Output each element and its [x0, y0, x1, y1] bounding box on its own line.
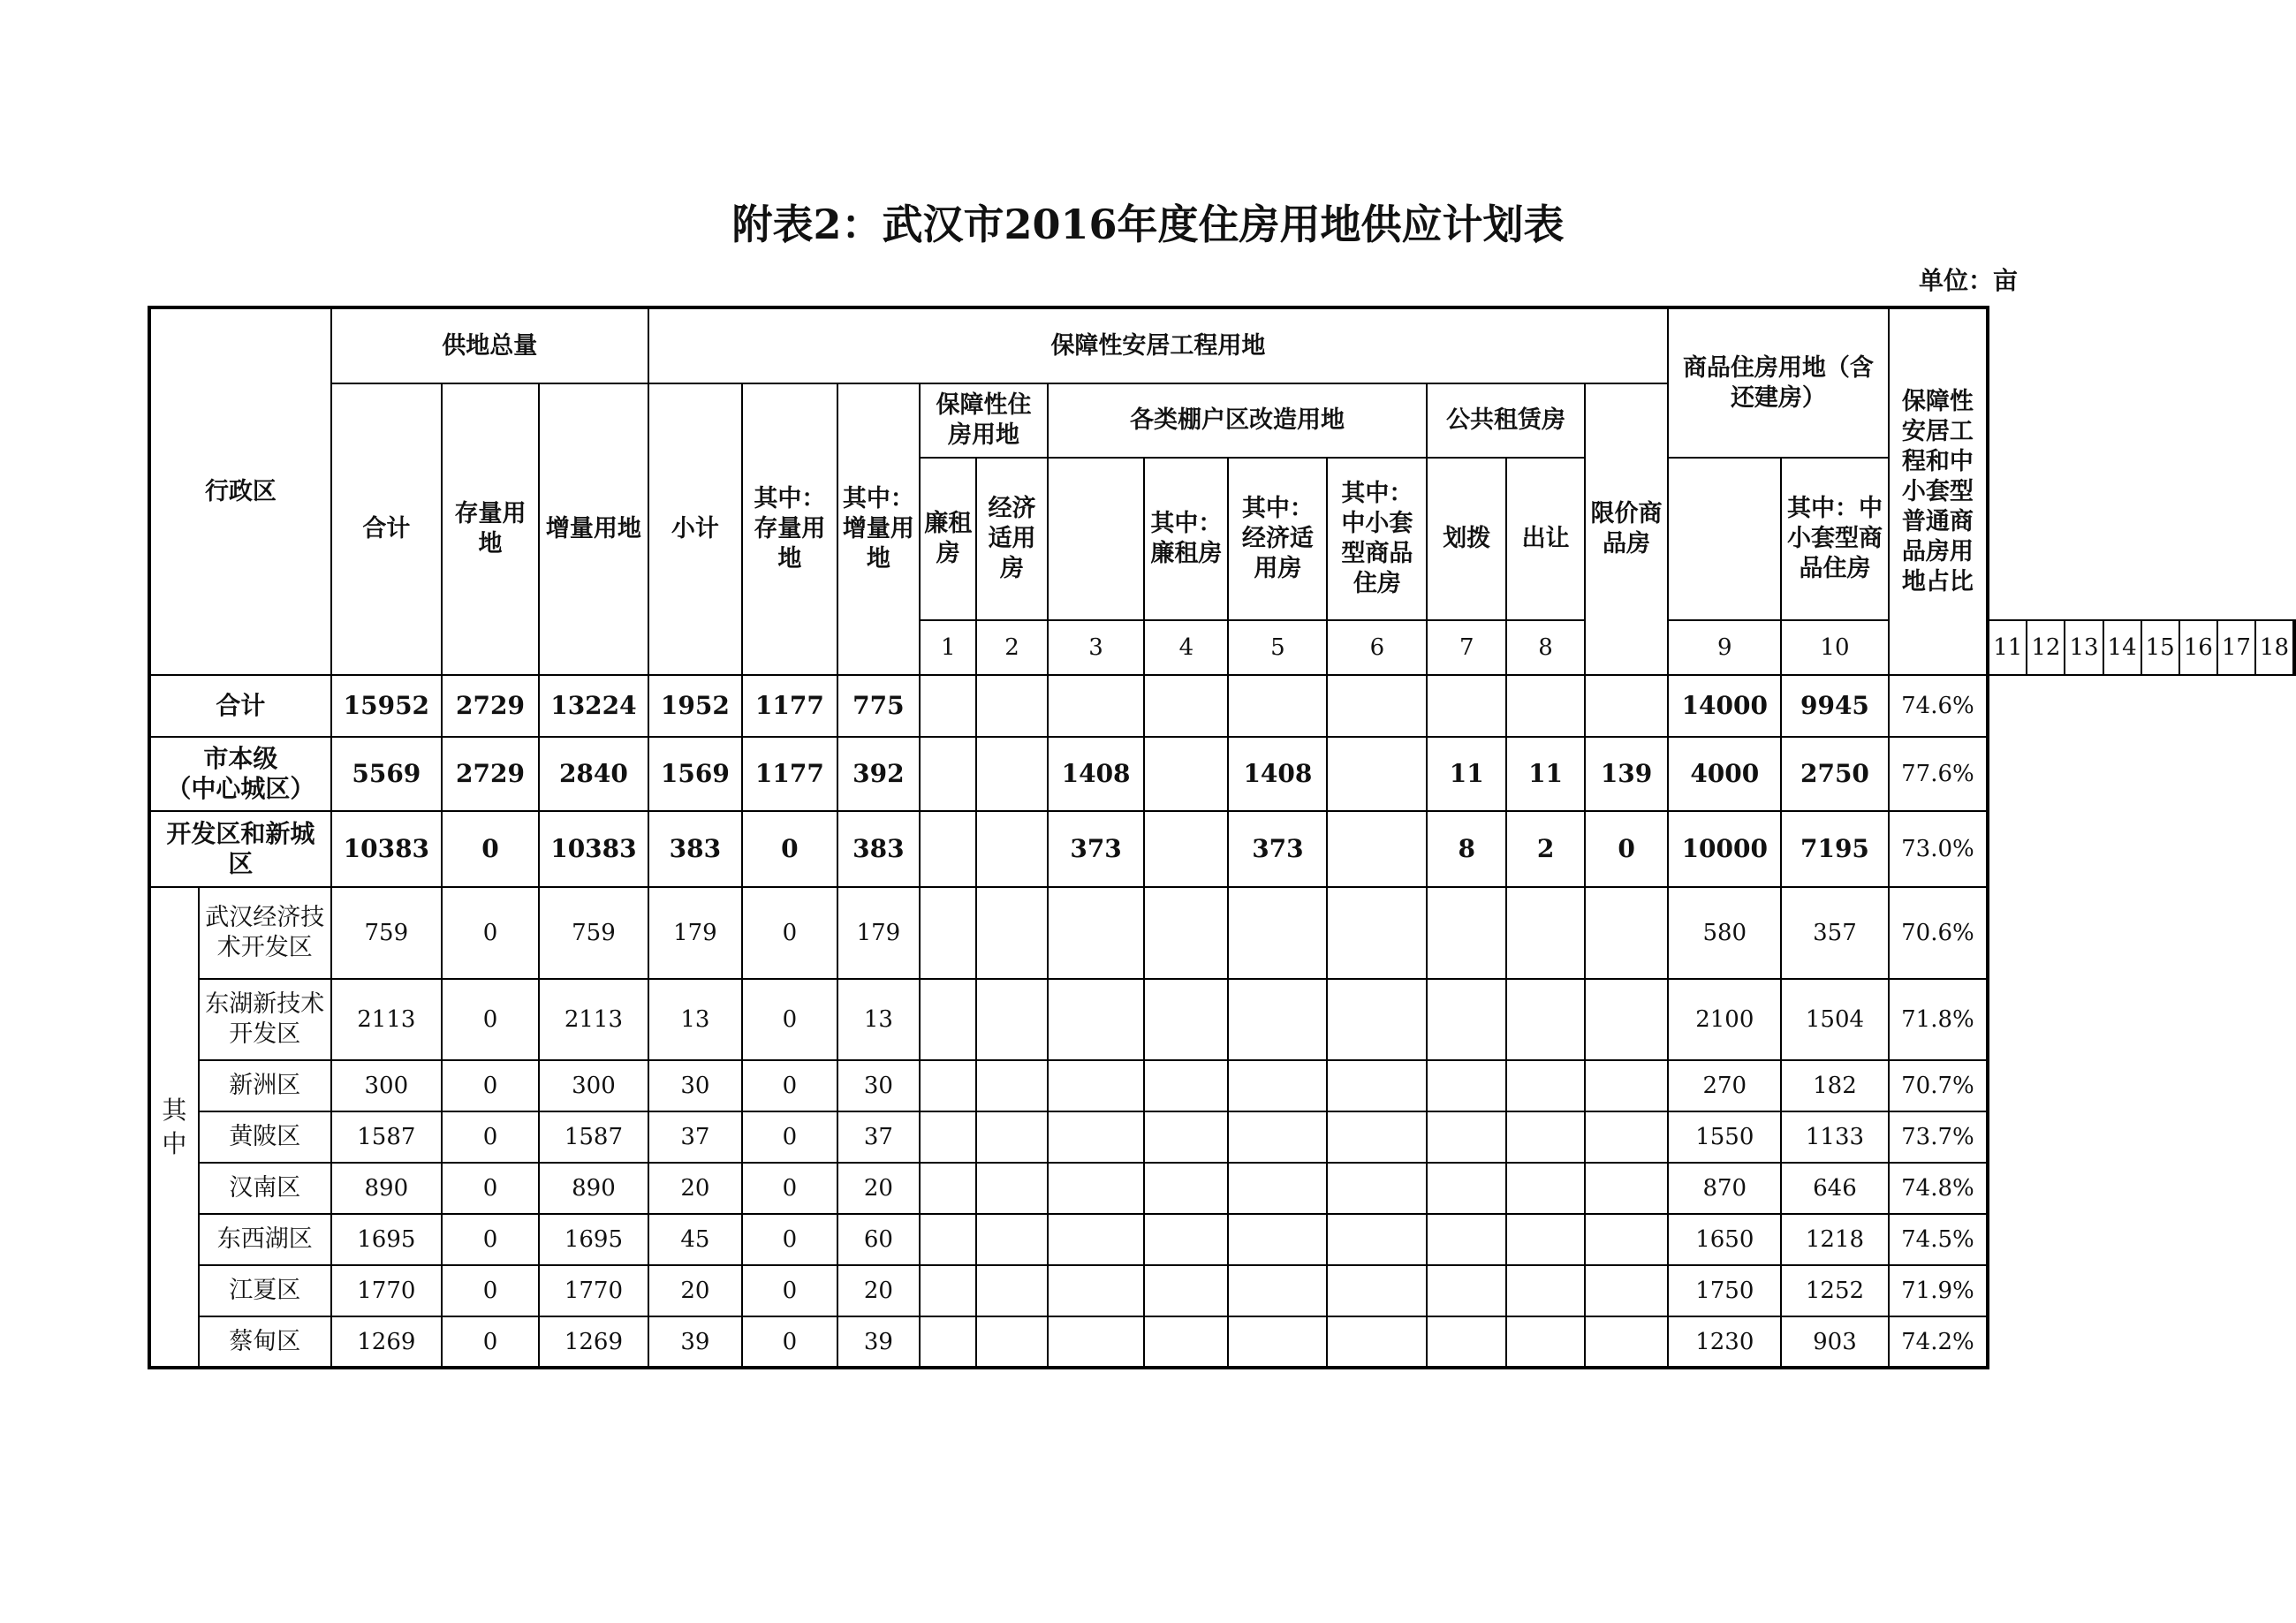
table-cell: [1506, 1163, 1585, 1214]
table-cell: 0: [742, 1060, 837, 1111]
table-cell: 70.6%: [1889, 887, 1989, 979]
table-cell: 0: [742, 1214, 837, 1265]
table-cell: 74.5%: [1889, 1214, 1989, 1265]
header-shanty-total: [1048, 458, 1145, 620]
table-cell: [920, 811, 976, 887]
row-label: 开发区和新城区: [149, 811, 331, 887]
table-cell: 74.8%: [1889, 1163, 1989, 1214]
table-cell: 0: [442, 1060, 539, 1111]
table-cell: 1550: [1668, 1111, 1781, 1163]
header-of-small-commercial: 其中：中小套型商品住房: [1327, 458, 1427, 620]
table-cell: 179: [837, 887, 921, 979]
table-cell: [1228, 1111, 1327, 1163]
table-cell: 20: [648, 1163, 743, 1214]
table-cell: [1327, 675, 1427, 737]
col-number: 17: [2217, 620, 2255, 675]
table-cell: [1048, 1060, 1145, 1111]
col-number: 10: [1781, 620, 1888, 675]
table-cell: 13224: [539, 675, 648, 737]
table-cell: [1585, 887, 1668, 979]
table-cell: 2100: [1668, 979, 1781, 1060]
table-cell: 8: [1427, 811, 1506, 887]
table-cell: [976, 675, 1047, 737]
table-cell: 179: [648, 887, 743, 979]
table-cell: 1408: [1228, 737, 1327, 811]
table-cell: 0: [742, 887, 837, 979]
table-cell: [1327, 1111, 1427, 1163]
col-number: 9: [1668, 620, 1781, 675]
row-label-line: （中心城区）: [166, 774, 315, 803]
table-cell: 77.6%: [1889, 737, 1989, 811]
table-cell: 357: [1781, 887, 1888, 979]
table-row: [149, 1316, 2294, 1368]
header-district: 行政区: [149, 307, 331, 675]
table-cell: [1585, 675, 1668, 737]
table-cell: 1252: [1781, 1265, 1888, 1316]
table-cell: [976, 811, 1047, 887]
supply-plan-table: [148, 306, 2296, 1369]
header-transfer: 出让: [1506, 458, 1585, 620]
table-cell: 0: [742, 1316, 837, 1368]
table-cell: 20: [648, 1265, 743, 1316]
table-cell: [1144, 1214, 1228, 1265]
header-subtotal: 小计: [648, 383, 743, 675]
table-cell: [1048, 1111, 1145, 1163]
header-security-housing: 保障性住房用地: [920, 383, 1048, 458]
col-number: 1: [920, 620, 976, 675]
table-cell: 0: [442, 811, 539, 887]
table-cell: 15952: [331, 675, 442, 737]
table-cell: 37: [837, 1111, 921, 1163]
row-label: 东西湖区: [199, 1214, 331, 1265]
table-cell: [1048, 1214, 1145, 1265]
table-cell: 71.8%: [1889, 979, 1989, 1060]
table-cell: [1144, 1111, 1228, 1163]
table-cell: 1408: [1048, 737, 1145, 811]
table-cell: [1506, 887, 1585, 979]
table-cell: 759: [539, 887, 648, 979]
table-cell: [1048, 675, 1145, 737]
table-cell: [1228, 1265, 1327, 1316]
table-cell: 182: [1781, 1060, 1888, 1111]
table-cell: [920, 887, 976, 979]
table-cell: [976, 887, 1047, 979]
table-row: [149, 675, 2294, 737]
col-number: 7: [1427, 620, 1506, 675]
table-cell: 4000: [1668, 737, 1781, 811]
table-cell: 139: [1585, 737, 1668, 811]
table-cell: [1585, 1214, 1668, 1265]
table-row: [149, 1111, 2294, 1163]
col-number: 15: [2141, 620, 2179, 675]
row-label: 黄陂区: [199, 1111, 331, 1163]
table-cell: 646: [1781, 1163, 1888, 1214]
table-row: [149, 1265, 2294, 1316]
table-cell: 1177: [742, 675, 837, 737]
row-label-line: 市本级: [203, 744, 278, 773]
table-cell: [920, 979, 976, 1060]
table-cell: [1327, 1214, 1427, 1265]
table-cell: 13: [648, 979, 743, 1060]
header-commercial-total: [1668, 458, 1781, 620]
table-cell: 890: [331, 1163, 442, 1214]
table-cell: [1144, 887, 1228, 979]
table-row: [149, 811, 2294, 887]
table-cell: 45: [648, 1214, 743, 1265]
table-cell: 373: [1048, 811, 1145, 887]
header-of-stock: 其中：存量用地: [742, 383, 837, 675]
table-row: [149, 1214, 2294, 1265]
row-label: 东湖新技术开发区: [199, 979, 331, 1060]
header-shanty: 各类棚户区改造用地: [1048, 383, 1428, 458]
table-cell: [1427, 1060, 1506, 1111]
table-cell: [1144, 675, 1228, 737]
table-cell: 71.9%: [1889, 1265, 1989, 1316]
table-cell: [976, 1163, 1047, 1214]
col-number: 14: [2103, 620, 2141, 675]
table-cell: 0: [742, 1111, 837, 1163]
col-number: 2: [976, 620, 1047, 675]
table-cell: [1506, 1316, 1585, 1368]
table-cell: 1770: [539, 1265, 648, 1316]
table-cell: [1228, 675, 1327, 737]
table-cell: 1218: [1781, 1214, 1888, 1265]
table-cell: 870: [1668, 1163, 1781, 1214]
table-cell: 74.2%: [1889, 1316, 1989, 1368]
row-label: 武汉经济技术开发区: [199, 887, 331, 979]
table-cell: 73.0%: [1889, 811, 1989, 887]
table-cell: [976, 1060, 1047, 1111]
table-cell: [920, 1163, 976, 1214]
header-commercial: 商品住房用地（含还建房）: [1668, 307, 1888, 458]
table-cell: 11: [1427, 737, 1506, 811]
header-of-small: 其中：中小套型商品住房: [1781, 458, 1888, 620]
table-cell: [976, 737, 1047, 811]
table-cell: [920, 1265, 976, 1316]
table-cell: 1587: [331, 1111, 442, 1163]
header-security-land: 保障性安居工程用地: [648, 307, 1669, 383]
col-number: 12: [2027, 620, 2065, 675]
row-label: 江夏区: [199, 1265, 331, 1316]
table-cell: [1327, 1316, 1427, 1368]
table-cell: 10000: [1668, 811, 1781, 887]
table-cell: [1144, 1316, 1228, 1368]
row-label: 蔡甸区: [199, 1316, 331, 1368]
table-cell: 73.7%: [1889, 1111, 1989, 1163]
table-cell: [1048, 1265, 1145, 1316]
table-cell: [1144, 1060, 1228, 1111]
table-cell: 13: [837, 979, 921, 1060]
table-cell: [920, 675, 976, 737]
table-cell: [1585, 1163, 1668, 1214]
table-cell: 903: [1781, 1316, 1888, 1368]
table-cell: 2729: [442, 737, 539, 811]
table-cell: 1569: [648, 737, 743, 811]
table-cell: 0: [742, 811, 837, 887]
table-cell: 2: [1506, 811, 1585, 887]
table-cell: 0: [442, 1111, 539, 1163]
table-cell: [1327, 1163, 1427, 1214]
table-cell: [1144, 811, 1228, 887]
table-cell: [1228, 979, 1327, 1060]
table-cell: 1750: [1668, 1265, 1781, 1316]
header-of-lowrent: 其中：廉租房: [1144, 458, 1228, 620]
table-cell: 74.6%: [1889, 675, 1989, 737]
table-cell: [1144, 1163, 1228, 1214]
table-cell: 1504: [1781, 979, 1888, 1060]
table-cell: [1506, 675, 1585, 737]
table-cell: [1144, 979, 1228, 1060]
table-row: [149, 887, 2294, 979]
table-cell: 30: [648, 1060, 743, 1111]
header-of-increment: 其中：增量用地: [837, 383, 921, 675]
table-row: [149, 1060, 2294, 1111]
header-stock: 存量用地: [442, 383, 539, 675]
table-cell: [1585, 979, 1668, 1060]
table-cell: [1048, 979, 1145, 1060]
table-cell: 20: [837, 1163, 921, 1214]
col-number: 5: [1228, 620, 1327, 675]
header-public-rental: 公共租赁房: [1427, 383, 1585, 458]
table-cell: [1506, 979, 1585, 1060]
table-cell: 20: [837, 1265, 921, 1316]
table-cell: 2750: [1781, 737, 1888, 811]
header-supply-total: 供地总量: [331, 307, 648, 383]
table-cell: [1585, 1265, 1668, 1316]
table-cell: [1228, 1060, 1327, 1111]
table-cell: 300: [331, 1060, 442, 1111]
table-cell: 10383: [539, 811, 648, 887]
table-cell: [1427, 1265, 1506, 1316]
table-cell: [1327, 1265, 1427, 1316]
table-cell: 1650: [1668, 1214, 1781, 1265]
table-cell: 0: [742, 1163, 837, 1214]
table-cell: [976, 1265, 1047, 1316]
table-cell: 1770: [331, 1265, 442, 1316]
table-cell: 39: [837, 1316, 921, 1368]
header-ratio: 保障性安居工程和中小套型普通商品房用地占比: [1889, 307, 1989, 675]
table-cell: 11: [1506, 737, 1585, 811]
table-cell: 39: [648, 1316, 743, 1368]
row-label: 汉南区: [199, 1163, 331, 1214]
table-cell: [1427, 887, 1506, 979]
table-cell: 0: [742, 979, 837, 1060]
table-cell: 373: [1228, 811, 1327, 887]
table-cell: 30: [837, 1060, 921, 1111]
page-title: 附表2：武汉市2016年度住房用地供应计划表: [731, 201, 1565, 248]
table-row: [149, 737, 2294, 811]
table-cell: 775: [837, 675, 921, 737]
header-affordable: 经济适用房: [976, 458, 1047, 620]
table-cell: 14000: [1668, 675, 1781, 737]
col-number: 16: [2179, 620, 2217, 675]
table-cell: [920, 1060, 976, 1111]
table-cell: [1427, 1316, 1506, 1368]
col-number: 11: [1988, 620, 2027, 675]
table-cell: [1506, 1060, 1585, 1111]
table-cell: 1133: [1781, 1111, 1888, 1163]
col-number: 6: [1327, 620, 1427, 675]
table-cell: [1048, 1316, 1145, 1368]
table-cell: [1506, 1111, 1585, 1163]
table-cell: 5569: [331, 737, 442, 811]
row-label: 合计: [149, 675, 331, 737]
of-which-label: [149, 887, 199, 1368]
table-cell: [1427, 1214, 1506, 1265]
header-of-affordable: 其中：经济适用房: [1228, 458, 1327, 620]
table-cell: 270: [1668, 1060, 1781, 1111]
table-cell: 1695: [331, 1214, 442, 1265]
table-cell: 70.7%: [1889, 1060, 1989, 1111]
table-cell: 1177: [742, 737, 837, 811]
table-cell: 0: [442, 1214, 539, 1265]
table-cell: [976, 1316, 1047, 1368]
table-cell: 1952: [648, 675, 743, 737]
table-cell: 0: [1585, 811, 1668, 887]
table-cell: 2113: [331, 979, 442, 1060]
table-cell: 0: [742, 1265, 837, 1316]
table-cell: 37: [648, 1111, 743, 1163]
table-cell: 1230: [1668, 1316, 1781, 1368]
table-cell: 392: [837, 737, 921, 811]
col-number: 4: [1144, 620, 1228, 675]
table-cell: [1327, 811, 1427, 887]
table-cell: [1327, 1060, 1427, 1111]
table-cell: [1327, 887, 1427, 979]
table-cell: [1228, 887, 1327, 979]
unit-label: 单位：亩: [1918, 266, 2018, 295]
header-lowrent: 廉租房: [920, 458, 976, 620]
table-cell: [1427, 1163, 1506, 1214]
table-cell: 60: [837, 1214, 921, 1265]
row-label: 新洲区: [199, 1060, 331, 1111]
table-cell: [920, 1111, 976, 1163]
table-cell: 2113: [539, 979, 648, 1060]
table-cell: 0: [442, 979, 539, 1060]
table-cell: [1327, 979, 1427, 1060]
table-cell: [1427, 979, 1506, 1060]
header-increment: 增量用地: [539, 383, 648, 675]
table-cell: 1695: [539, 1214, 648, 1265]
header-price-limited: 限价商品房: [1585, 383, 1668, 675]
table-cell: [1506, 1265, 1585, 1316]
table-cell: 0: [442, 1163, 539, 1214]
table-cell: [920, 1214, 976, 1265]
table-row: [149, 979, 2294, 1060]
table-cell: 2729: [442, 675, 539, 737]
col-number: 8: [1506, 620, 1585, 675]
table-cell: 890: [539, 1163, 648, 1214]
table-cell: 0: [442, 1316, 539, 1368]
table-cell: 1269: [539, 1316, 648, 1368]
table-cell: 2840: [539, 737, 648, 811]
of-which-text: 其中: [162, 1095, 187, 1158]
table-cell: [976, 979, 1047, 1060]
table-cell: 300: [539, 1060, 648, 1111]
row-label: [149, 737, 331, 811]
table-cell: [1327, 737, 1427, 811]
table-cell: [1048, 887, 1145, 979]
table-cell: 1269: [331, 1316, 442, 1368]
table-cell: [1427, 675, 1506, 737]
col-number: 3: [1048, 620, 1145, 675]
table-cell: [1427, 1111, 1506, 1163]
table-cell: [1585, 1111, 1668, 1163]
table-cell: [976, 1214, 1047, 1265]
table-cell: 383: [837, 811, 921, 887]
table-cell: [1144, 737, 1228, 811]
table-cell: 759: [331, 887, 442, 979]
col-number: 13: [2065, 620, 2103, 675]
table-cell: [1585, 1060, 1668, 1111]
table-cell: [920, 737, 976, 811]
table-cell: [1585, 1316, 1668, 1368]
table-cell: [1228, 1163, 1327, 1214]
table-cell: [1228, 1316, 1327, 1368]
header-total: 合计: [331, 383, 442, 675]
table-cell: [920, 1316, 976, 1368]
table-cell: 383: [648, 811, 743, 887]
table-cell: [1144, 1265, 1228, 1316]
table-cell: 9945: [1781, 675, 1888, 737]
table-row: [149, 1163, 2294, 1214]
header-allocation: 划拨: [1427, 458, 1506, 620]
table-cell: [1048, 1163, 1145, 1214]
table-cell: 580: [1668, 887, 1781, 979]
table-cell: 7195: [1781, 811, 1888, 887]
table-cell: 0: [442, 887, 539, 979]
table-cell: 0: [442, 1265, 539, 1316]
table-cell: [1506, 1214, 1585, 1265]
col-number: 18: [2255, 620, 2294, 675]
table-cell: 10383: [331, 811, 442, 887]
table-cell: [976, 1111, 1047, 1163]
table-cell: [1228, 1214, 1327, 1265]
table-cell: 1587: [539, 1111, 648, 1163]
